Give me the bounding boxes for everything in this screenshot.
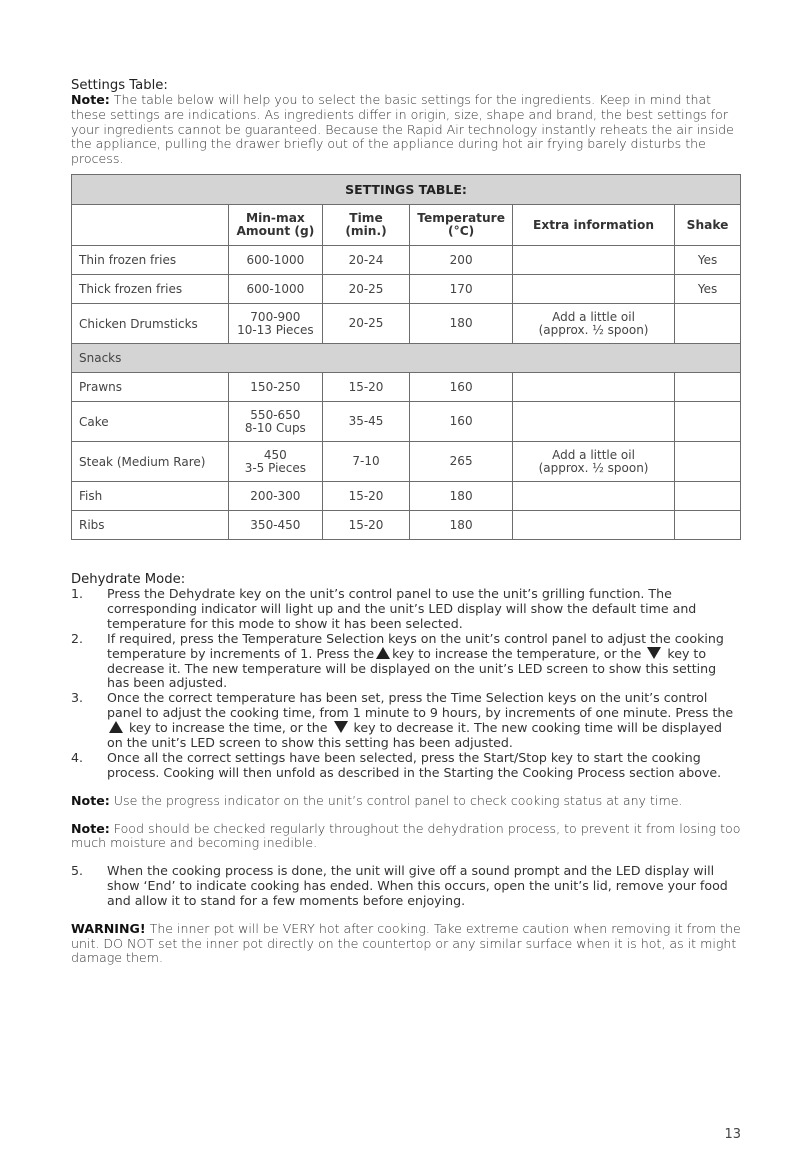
dehydrate-heading: Dehydrate Mode: [71,572,186,587]
intro-section [71,78,741,167]
settings-table [71,174,741,540]
table-row [72,246,741,275]
dehydrate-steps [71,587,741,781]
cell-time [322,442,410,482]
cell-temperature [410,304,513,344]
table-header-row [72,205,741,246]
cell-ingredient-text: Steak (Medium Rare) [79,454,206,469]
cell-amount-text: 200-300 [250,488,301,503]
cell-time [322,482,410,511]
cell-temperature [410,246,513,275]
cell-extra [512,304,674,344]
cell-temperature-text: 180 [449,488,473,503]
cell-ingredient [72,511,229,540]
cell-ingredient [72,402,229,442]
down-triangle-icon [647,647,661,659]
step-text: Once all the correct settings have been selected, press the Start/Stop key to start the cooking process. Cooking will then unfold as described in the Starting the Cooking Process section above. [107,749,722,780]
table-body-a [72,246,741,344]
table-row [72,304,741,344]
table-row [72,402,741,442]
step-text: key to decrease it. The new temperature will be displayed on the unit’s LED screen to show this setting has been adjusted. [107,645,717,691]
cell-temperature-text: 200 [449,252,473,267]
down-triangle-icon [334,721,348,733]
cell-extra [512,275,674,304]
note-label: Note: [71,92,110,107]
header-time: Time (min.) [322,205,410,246]
cell-ingredient [72,442,229,482]
cell-extra [512,511,674,540]
table-row [72,482,741,511]
note-check-food [71,822,741,852]
step-text: Press the Dehydrate key on the unit’s control panel to use the unit’s grilling function. The corresponding indicator will light up and the unit’s LED display will show the default time and temperature for this mode to show it has been selected. [107,586,697,631]
settings-note [71,93,741,167]
cell-amount [229,511,323,540]
dehydrate-section [71,572,741,966]
cell-extra [512,402,674,442]
cell-extra [512,442,674,482]
cell-shake [675,402,741,442]
cell-amount-subtext: 8-10 Cups [244,420,306,435]
cell-ingredient [72,482,229,511]
cell-ingredient-text: Chicken Drumsticks [79,316,198,331]
cell-amount [229,442,323,482]
cell-extra-text: Add a little oil [552,310,635,324]
cell-amount-text: 600-1000 [246,252,305,267]
cell-temperature [410,373,513,402]
table-row [72,373,741,402]
cell-ingredient-text: Thin frozen fries [79,253,177,267]
header-ingredient [72,205,229,246]
cell-temperature-text: 170 [449,281,473,296]
cell-ingredient-text: Prawns [79,380,122,394]
cell-temperature-text: 160 [449,414,473,429]
cell-time [322,275,410,304]
cell-extra [512,482,674,511]
cell-temperature [410,275,513,304]
note-progress [71,794,741,809]
settings-heading: Settings Table: [71,78,168,93]
cell-ingredient-text: Thick frozen fries [79,282,183,296]
table-body-b [72,373,741,540]
cell-extra-subtext: (approx. ½ spoon) [538,322,649,337]
section-row [72,344,741,373]
cell-shake [675,442,741,482]
cell-time-text: 7-10 [352,454,380,469]
cell-time [322,304,410,344]
up-triangle-icon [109,721,123,733]
cell-ingredient-text: Ribs [79,518,105,532]
section-label: Snacks [72,344,741,373]
warning-label: WARNING! [71,920,146,936]
step-text: key to increase the time, or the [129,720,328,736]
cell-amount [229,373,323,402]
header-extra: Extra information [512,205,674,246]
cell-ingredient [72,373,229,402]
cell-amount-subtext: 3-5 Pieces [244,460,307,475]
step-4 [71,751,741,781]
note-text: Food should be checked regularly throughout the dehydration process, to prevent it from losing too much moisture and becoming inedible. [71,820,741,851]
cell-time [322,511,410,540]
cell-temperature [410,442,513,482]
cell-time-text: 15-20 [348,517,384,532]
step-3 [71,691,741,751]
step-1 [71,587,741,632]
page-number: 13 [724,1127,741,1142]
cell-amount [229,275,323,304]
note-text: Use the progress indicator on the unit’s control panel to check cooking status at any time. [109,792,683,808]
cell-amount [229,304,323,344]
cell-shake [675,246,741,275]
cell-time [322,402,410,442]
cell-amount-text: 600-1000 [246,281,305,296]
dehydrate-steps-cont [71,864,741,909]
cell-time-text: 20-25 [348,316,384,331]
cell-temperature [410,511,513,540]
header-shake: Shake [675,205,741,246]
cell-extra-text: Add a little oil [552,448,635,462]
cell-amount [229,482,323,511]
cell-ingredient [72,246,229,275]
cell-temperature-text: 160 [449,379,473,394]
cell-ingredient-text: Fish [79,489,103,503]
cell-extra [512,373,674,402]
cell-extra [512,246,674,275]
step-number: 2. [71,630,84,646]
table-row [72,442,741,482]
cell-ingredient-text: Cake [79,414,109,429]
step-5 [71,864,741,909]
cell-shake [675,373,741,402]
up-triangle-icon [376,647,390,659]
cell-ingredient [72,304,229,344]
step-number: 1. [71,586,84,601]
cell-amount-text: 700-900 [250,310,301,324]
cell-time-text: 20-24 [348,252,384,267]
cell-temperature [410,402,513,442]
cell-temperature-text: 265 [449,454,473,469]
step-number: 5. [71,863,84,879]
cell-amount [229,246,323,275]
cell-temperature-text: 180 [449,316,473,331]
step-text: Once the correct temperature has been set, press the Time Selection keys on the unit’s control panel to adjust the cooking time, from 1 minute to 9 hours, by increments of one minute. Press the [107,690,734,721]
cell-amount-text: 150-250 [250,379,301,394]
table-row [72,511,741,540]
step-text: key to increase the temperature, or the [392,645,642,661]
note-label: Note: [71,820,110,836]
note-text: The table below will help you to select the basic settings for the ingredients. Keep in mind that these settings are indications. As ingredients differ in origin, size, shape and brand, the best settings for your ingredients cannot be guaranteed. Because the Rapid Air technology instantly reheats the air inside the appliance, pulling the drawer briefly out of the appliance during hot air frying barely disturbs the process. [71,92,734,167]
cell-temperature [410,482,513,511]
note-label: Note: [71,792,110,808]
cell-time [322,246,410,275]
step-number: 4. [71,749,84,765]
cell-time-text: 20-25 [348,281,384,296]
step-text: If required, press the Temperature Selection keys on the unit’s control panel to adjust the cooking temperature by increments of 1. Press the [107,630,724,661]
table-row [72,275,741,304]
cell-time-text: 15-20 [348,379,384,394]
cell-ingredient [72,275,229,304]
cell-shake-text: Yes [697,281,718,296]
cell-shake [675,275,741,304]
header-amount: Min-max Amount (g) [229,205,323,246]
cell-shake [675,511,741,540]
cell-amount-text: 550-650 [250,408,301,422]
cell-time-text: 35-45 [348,414,384,429]
cell-extra-subtext: (approx. ½ spoon) [538,460,649,475]
cell-time [322,373,410,402]
table-title-row [72,175,741,205]
cell-temperature-text: 180 [449,517,473,532]
header-temperature: Temperature (°C) [410,205,513,246]
cell-amount-text: 450 [263,448,287,462]
step-2 [71,632,741,692]
step-text: key to decrease it. The new cooking time will be displayed on the unit’s LED screen to show this setting has been adjusted. [107,720,723,751]
step-number: 3. [71,690,84,706]
cell-shake [675,304,741,344]
cell-amount-text: 350-450 [250,517,301,532]
cell-shake-text: Yes [697,252,718,267]
cell-time-text: 15-20 [348,488,384,503]
cell-shake [675,482,741,511]
warning-text: The inner pot will be VERY hot after cooking. Take extreme caution when removing it from the unit. DO NOT set the inner pot directly on the countertop or any similar surface when it is hot, as it might damage them. [71,920,741,966]
step-text: When the cooking process is done, the unit will give off a sound prompt and the LED display will show ‘End’ to indicate cooking has ended. When this occurs, open the unit’s lid, remove your food and allow it to stand for a few moments before enjoying. [107,863,728,908]
cell-amount [229,402,323,442]
table-title: SETTINGS TABLE: [72,175,741,205]
warning [71,922,741,966]
cell-amount-subtext: 10-13 Pieces [237,322,314,337]
